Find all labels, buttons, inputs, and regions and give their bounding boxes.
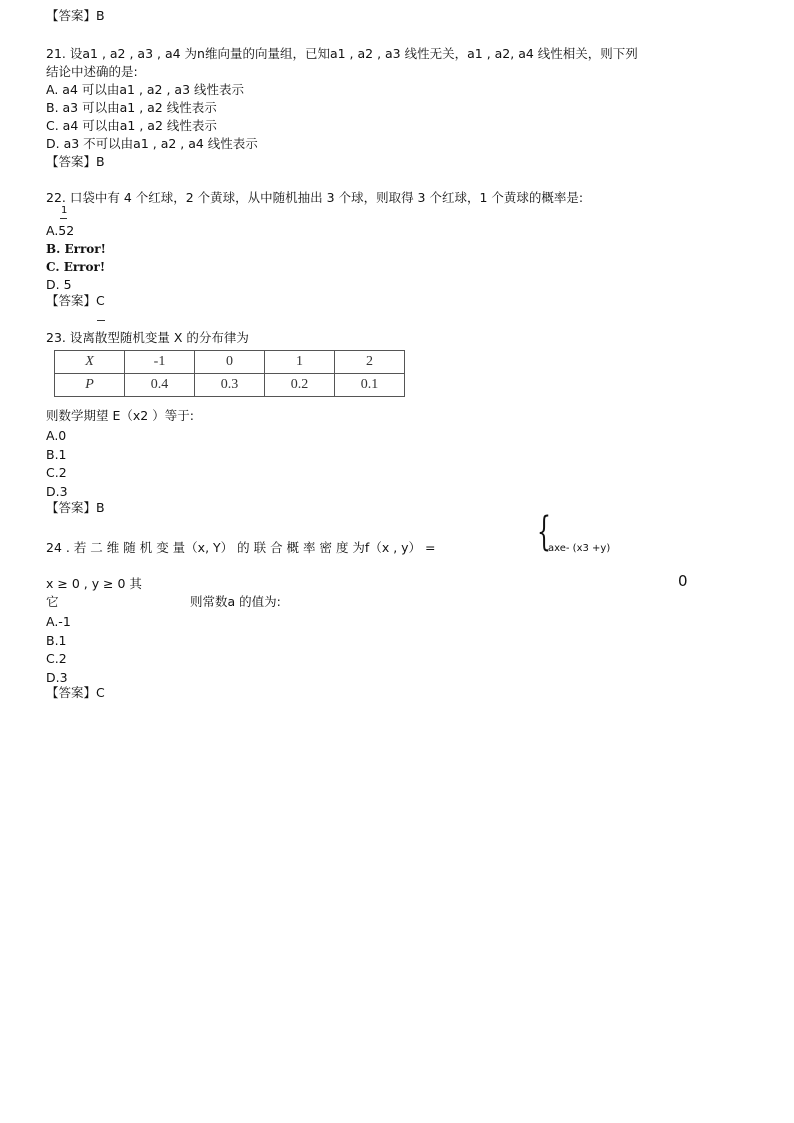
q22-fraction-bar bbox=[60, 218, 67, 219]
q23-option-d: D.3 bbox=[46, 484, 68, 499]
table-cell: 0.3 bbox=[195, 374, 265, 397]
q21-option-a: A. a4 可以由a1 , a2 , a3 线性表示 bbox=[46, 82, 245, 97]
q24-case1-condition: x ≥ 0 , y ≥ 0 其 bbox=[46, 576, 142, 591]
table-cell: 1 bbox=[265, 351, 335, 374]
table-cell: 2 bbox=[335, 351, 405, 374]
q21-stem-line2: 结论中述确的是: bbox=[46, 64, 138, 79]
q23-option-a: A.0 bbox=[46, 428, 67, 443]
q24-answer: 【答案】C bbox=[46, 685, 105, 700]
q24-stem: 24 . 若 二 维 随 机 变 量（x, Y） 的 联 合 概 率 密 度 为f（x , y） = bbox=[46, 540, 436, 555]
q21-answer: 【答案】B bbox=[46, 154, 105, 169]
q24-case2-value: 0 bbox=[678, 572, 688, 590]
q21-option-d: D. a3 不可以由a1 , a2 , a4 线性表示 bbox=[46, 136, 258, 151]
q24-option-a: A.-1 bbox=[46, 614, 71, 629]
q22-stem: 22. 口袋中有 4 个红球，2 个黄球，从中随机抽出 3 个球，则取得 3 个红球，1 个黄球的概率是: bbox=[46, 190, 584, 205]
q22-option-c: C. Error! bbox=[46, 260, 106, 274]
previous-answer: 【答案】B bbox=[46, 8, 105, 23]
q23-answer: 【答案】B bbox=[46, 500, 105, 515]
q22-option-b: B. Error! bbox=[46, 242, 106, 256]
piecewise-brace: { bbox=[537, 509, 551, 555]
q23-option-b: B.1 bbox=[46, 447, 67, 462]
q24-question: 则常数a 的值为: bbox=[190, 594, 281, 609]
q23-stem: 23. 设离散型随机变量 X 的分布律为 bbox=[46, 330, 249, 345]
table-cell: -1 bbox=[125, 351, 195, 374]
distribution-table bbox=[54, 350, 405, 397]
table-cell: 0.2 bbox=[265, 374, 335, 397]
q22-answer: 【答案】C bbox=[46, 293, 105, 308]
table-cell: 0.1 bbox=[335, 374, 405, 397]
table-row bbox=[55, 374, 405, 397]
q21-option-b: B. a3 可以由a1 , a2 线性表示 bbox=[46, 100, 217, 115]
table-cell: 0.4 bbox=[125, 374, 195, 397]
q22-fraction-numerator: 1 bbox=[61, 205, 68, 216]
table-cell: 0 bbox=[195, 351, 265, 374]
q24-case2-condition: 它 bbox=[46, 594, 59, 609]
q23-question: 则数学期望 E（x2 ）等于: bbox=[46, 408, 194, 423]
table-cell-p-label: P bbox=[55, 374, 125, 397]
q23-option-c: C.2 bbox=[46, 465, 67, 480]
q24-option-b: B.1 bbox=[46, 633, 67, 648]
q24-case1-expression: axe- (x3 +y) bbox=[548, 543, 611, 554]
decorative-tick-mark bbox=[97, 320, 105, 321]
q24-option-c: C.2 bbox=[46, 651, 67, 666]
q24-option-d: D.3 bbox=[46, 670, 68, 685]
q21-stem-line1: 21. 设a1 , a2 , a3 , a4 为n维向量的向量组，已知a1 , a2 , a3 线性无关，a1 , a2, a4 线性相关，则下列 bbox=[46, 46, 638, 61]
table-cell-x-label: X bbox=[55, 351, 125, 374]
q21-option-c: C. a4 可以由a1 , a2 线性表示 bbox=[46, 118, 217, 133]
q22-option-a: A.52 bbox=[46, 223, 75, 238]
table-row bbox=[55, 351, 405, 374]
q22-option-d: D. 5 bbox=[46, 277, 72, 292]
